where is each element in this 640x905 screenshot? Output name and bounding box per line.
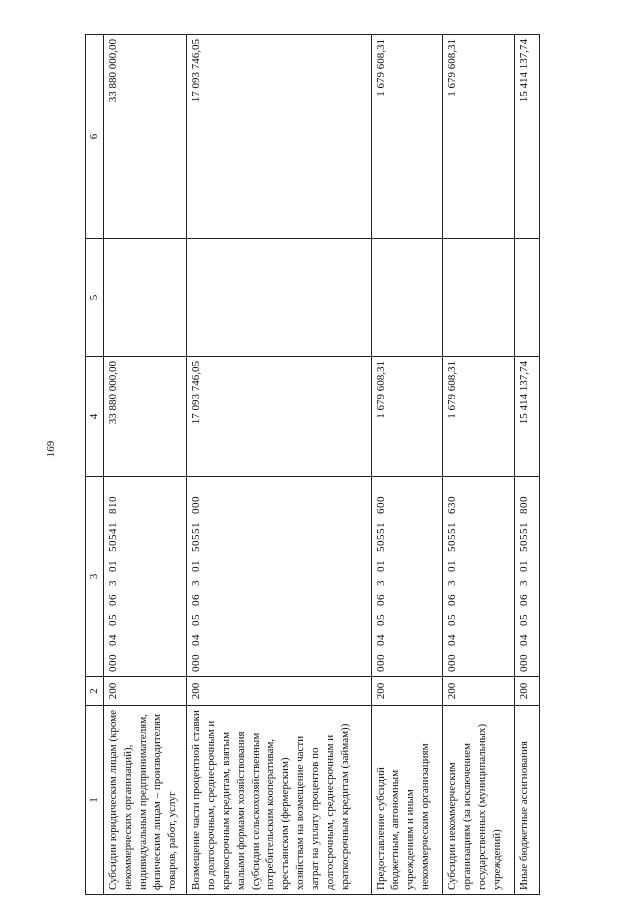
column-header: 2 xyxy=(86,677,104,706)
rotated-table-wrapper xyxy=(85,35,540,895)
table-row xyxy=(187,35,371,895)
row-amount-col4: 15 414 137,74 xyxy=(514,357,539,477)
row-name: Иные бюджетные ассигнования xyxy=(514,706,539,895)
row-name: Возмещение части процентной ставки по долгосрочным, среднесрочным и краткосрочным кредитам, взятым малыми формами хозяйствования (субсидии сельскохозяйственным потребительским кооперативам, крестьянским (фермерским) хозяйствам на возмещение части затрат на уплату процентов по долгосрочным, среднесрочным и краткосрочным кредитам (займам)) xyxy=(187,706,371,895)
row-amount-col6: 17 093 746,05 xyxy=(187,35,371,239)
row-name: Предоставление субсидий бюджетным, автономным учреждениям и иным некоммерческим организациям xyxy=(371,706,443,895)
row-amount-col5 xyxy=(443,239,515,357)
row-classification-code: 00004050630150551600 xyxy=(371,477,443,677)
row-amount-col5 xyxy=(514,239,539,357)
column-header: 4 xyxy=(86,357,104,477)
row-classification-code: 00004050630150551800 xyxy=(514,477,539,677)
row-classification-code: 00004050630150541810 xyxy=(103,477,186,677)
row-admin-code: 200 xyxy=(187,677,371,706)
budget-table xyxy=(85,34,540,895)
table-row xyxy=(103,35,186,895)
column-header: 5 xyxy=(86,239,104,357)
row-amount-col5 xyxy=(187,239,371,357)
row-amount-col6: 15 414 137,74 xyxy=(514,35,539,239)
column-header: 1 xyxy=(86,706,104,895)
row-amount-col4: 17 093 746,05 xyxy=(187,357,371,477)
row-amount-col5 xyxy=(371,239,443,357)
table-row xyxy=(443,35,515,895)
row-admin-code: 200 xyxy=(443,677,515,706)
row-classification-code: 00004050630150551630 xyxy=(443,477,515,677)
column-header: 6 xyxy=(86,35,104,239)
row-amount-col4: 1 679 608,31 xyxy=(371,357,443,477)
row-amount-col6: 1 679 608,31 xyxy=(443,35,515,239)
row-classification-code: 00004050630150551000 xyxy=(187,477,371,677)
table-header-row xyxy=(86,35,104,895)
table-row xyxy=(514,35,539,895)
table-row xyxy=(371,35,443,895)
row-amount-col5 xyxy=(103,239,186,357)
row-name: Субсидии юридическим лицам (кроме некоммерческих организаций), индивидуальным предпринимателям, физическим лицам – производителям товаров, работ, услуг xyxy=(103,706,186,895)
row-amount-col6: 1 679 608,31 xyxy=(371,35,443,239)
row-amount-col4: 1 679 608,31 xyxy=(443,357,515,477)
row-admin-code: 200 xyxy=(514,677,539,706)
row-amount-col4: 33 880 000,00 xyxy=(103,357,186,477)
row-admin-code: 200 xyxy=(103,677,186,706)
row-amount-col6: 33 880 000,00 xyxy=(103,35,186,239)
column-header: 3 xyxy=(86,477,104,677)
row-admin-code: 200 xyxy=(371,677,443,706)
row-name: Субсидии некоммерческим организациям (за исключением государственных (муниципальных) учреждений) xyxy=(443,706,515,895)
page-number: 169 xyxy=(45,440,57,458)
